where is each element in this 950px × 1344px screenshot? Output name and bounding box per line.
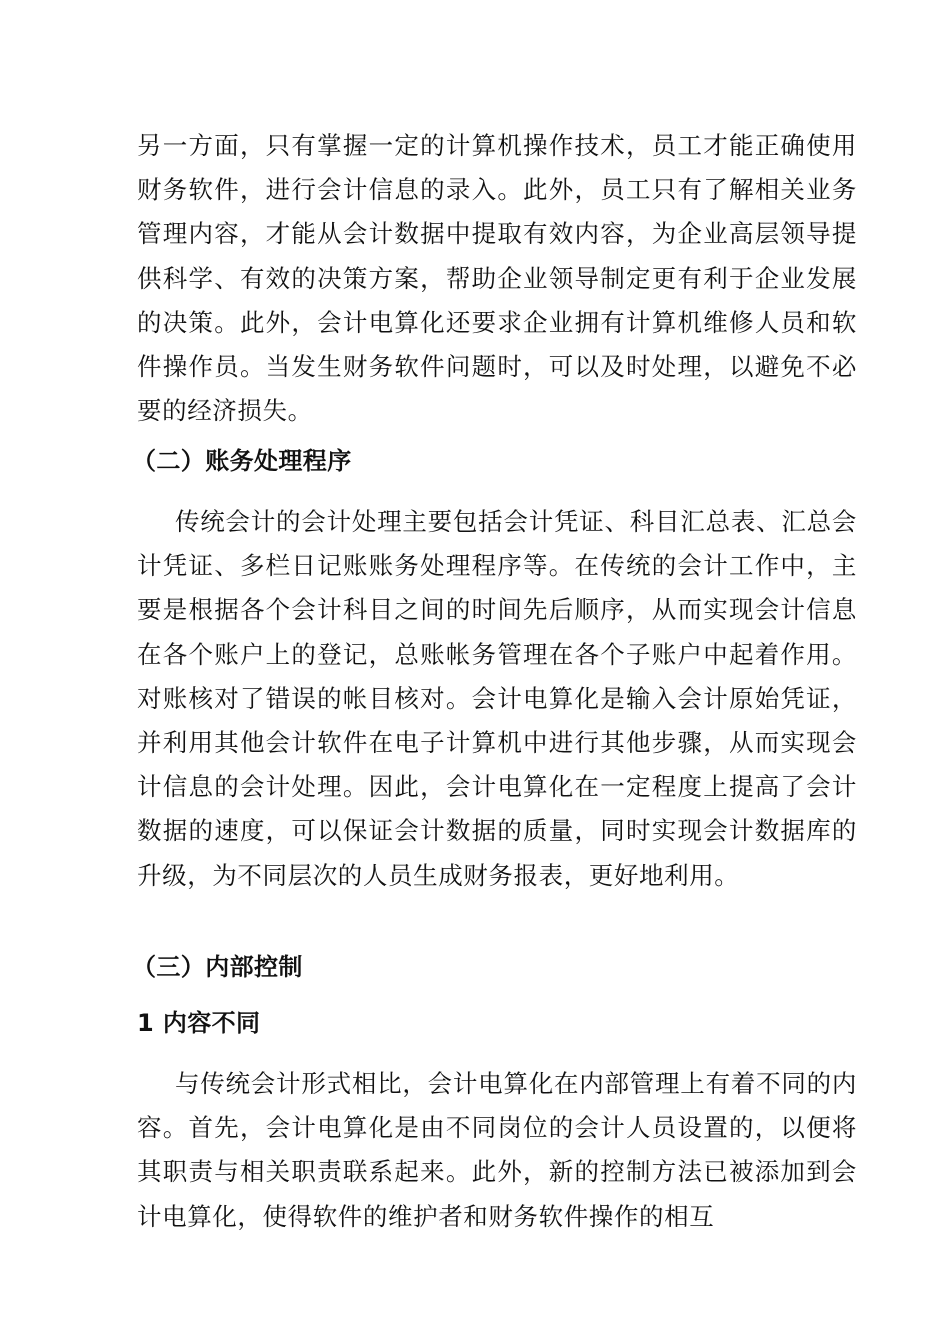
body-paragraph: 与传统会计形式相比，会计电算化在内部管理上有着不同的内容。首先，会计电算化是由不同岗位的会计人员设置的，以便将其职责与相关职责联系起来。此外，新的控制方法已被添加到会计电算化，使得软件的维护者和财务软件操作的相互 [137, 1069, 857, 1231]
body-paragraph: 另一方面，只有掌握一定的计算机操作技术，员工才能正确使用财务软件，进行会计信息的录入。此外，员工只有了解相关业务管理内容，才能从会计数据中提取有效内容，为企业高层领导提供科学、有效的决策方案，帮助企业领导制定更有利于企业发展的决策。此外，会计电算化还要求企业拥有计算机维修人员和软件操作员。当发生财务软件问题时，可以及时处理，以避免不必要的经济损失。 [137, 131, 857, 426]
section-heading: （二）账务处理程序 [132, 447, 352, 475]
section-heading: （三）内部控制 [132, 953, 303, 981]
subsection-heading: 1 内容不同 [137, 1009, 261, 1037]
body-paragraph: 传统会计的会计处理主要包括会计凭证、科目汇总表、汇总会计凭证、多栏日记账账务处理程序等。在传统的会计工作中，主要是根据各个会计科目之间的时间先后顺序，从而实现会计信息在各个账户上的登记，总账帐务管理在各个子账户中起着作用。对账核对了错误的帐目核对。会计电算化是输入会计原始凭证，并利用其他会计软件在电子计算机中进行其他步骤，从而实现会计信息的会计处理。因此，会计电算化在一定程度上提高了会计数据的速度，可以保证会计数据的质量，同时实现会计数据库的升级，为不同层次的人员生成财务报表，更好地利用。 [137, 507, 857, 890]
